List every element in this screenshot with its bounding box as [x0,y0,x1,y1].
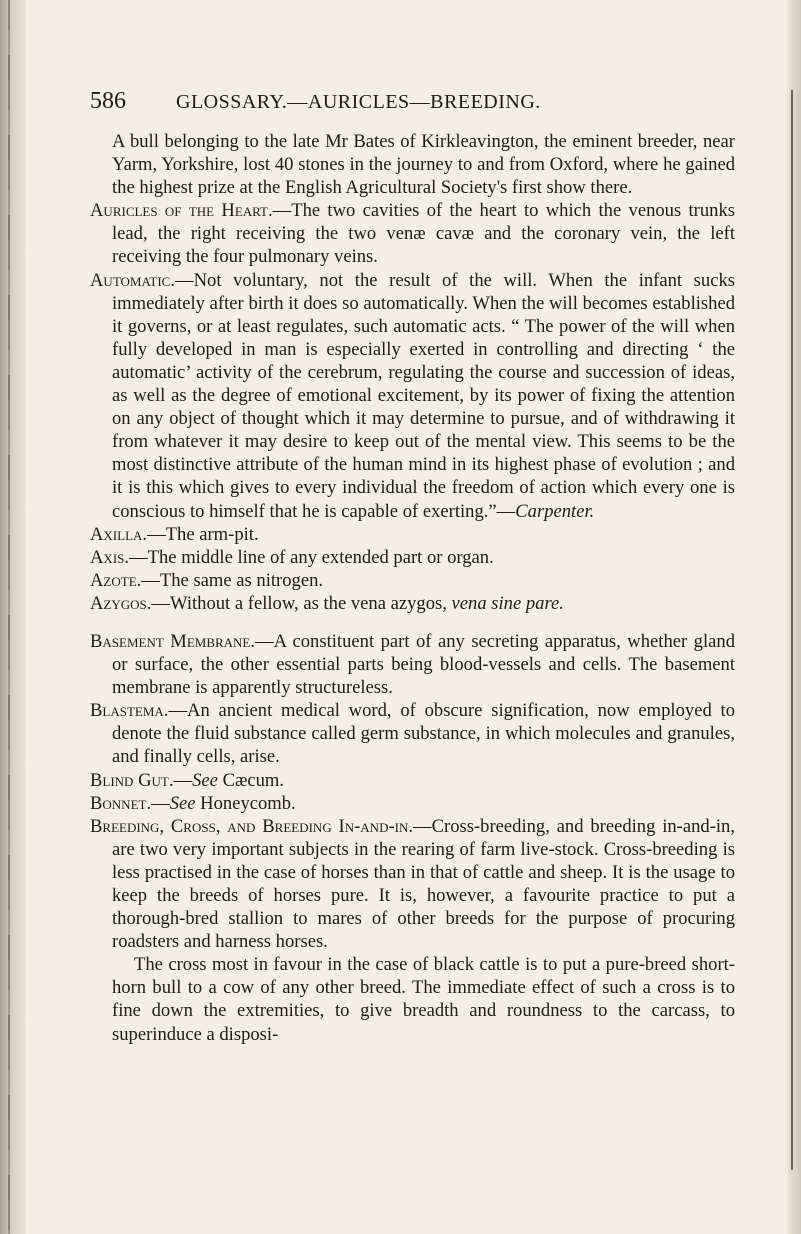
entry-bonnet: Bonnet.—See Honeycomb. [90,792,296,814]
entry-azote: Azote.—The same as nitrogen. [90,569,324,591]
book-binding-gutter [0,0,26,1234]
entry-continuation-bull: A bull belonging to the late Mr Bates of Kirkleavington, the eminent breeder, near Yarm, Yorkshire, lost 40 stones in the journey to and from Oxford, where he gained the highest prize at the English Agricultural Society's first show there. [112,131,735,199]
running-head-title: GLOSSARY.—AURICLES—BREEDING. [176,91,541,113]
entry-term: Axilla [90,523,143,545]
entry-blastema: Blastema.—An ancient medical word, of obscure signification, now employed to denote the fluid substance called germ substance, in which molecules and granules, and finally cells, arise. [90,700,735,768]
entry-term: Azygos [90,592,147,614]
latin-phrase: vena sine pare. [451,592,564,614]
entry-term: Bonnet [90,792,147,814]
entry-automatic: Automatic.—Not voluntary, not the result of the will. When the infant sucks immediately after birth it does so automatically. When the will becomes established it governs, or at least regulates, such automatic acts. “ The power of the will when fully developed in man is especially exerted in controlling and directing ‘ the automatic’ activity of the cerebrum, regulating the course and succession of ideas, as well as the degree of emotional excitement, by its power of fixing the attention on any object of thought which it may determine to pursue, and of withdrawing it from whatever it may desire to keep out of the mental view. This seems to be the most distinctive attribute of the human mind in its highest phase of evolution ; and it is this which gives to every individual the freedom of action which every one is conscious to himself that he is capable of exerting.”—Carpenter. [90,269,735,522]
entry-term: Blastema [90,700,164,722]
entry-breeding-continued: The cross most in favour in the case of black cattle is to put a pure-breed short-horn bull to a cow of any other breed. The immediate effect of such a cross is to fine down the extremities, to give breadth and roundness to the carcass, to superinduce a disposi- [112,954,735,1045]
glossary-body [90,130,735,1046]
entry-term: Azote [90,569,137,591]
citation-author: Carpenter. [515,500,595,522]
section-gap [90,615,735,630]
see-reference: See [169,792,196,814]
entry-term: Auricles of the Heart [90,200,268,222]
entry-azygos: Azygos.—Without a fellow, as the vena azygos, vena sine pare. [90,592,564,614]
page-number: 586 [90,88,126,114]
entry-axis: Axis.—The middle line of any extended part or organ. [90,546,494,568]
entry-blind-gut: Blind Gut.—See Cæcum. [90,769,285,791]
entry-axilla: Axilla.—The arm-pit. [90,523,259,545]
entry-term: Blind Gut [90,769,169,791]
entry-term: Breeding, Cross, and Breeding In-and-in [90,815,409,837]
entry-breeding: Breeding, Cross, and Breeding In-and-in.—Cross-breeding, and breeding in-and-in, are two very important subjects in the rearing of farm live-stock. Cross-breeding is less practised in the case of horses than in that of cattle and sheep. It is the usage to keep the breeds of horses pure. It is, however, a favourite practice to put a thorough-bred stallion to mares of other breeds for the purpose of procuring roadsters and harness horses. [90,815,736,953]
entry-term: Axis [90,546,125,568]
page-right-edge [787,0,801,1234]
entry-term: Automatic [90,269,171,291]
entry-basement-membrane: Basement Membrane.—A constituent part of any secreting apparatus, whether gland or surface, the other essential parts being blood-vessels and cells. The basement membrane is apparently structureless. [90,630,735,699]
book-page [90,88,735,1046]
entry-auricles: Auricles of the Heart.—The two cavities of the heart to which the venous trunks lead, the right receiving the two venæ cavæ and the coronary vein, the left receiving the four pulmonary veins. [90,200,735,268]
see-reference: See [192,769,218,791]
entry-term: Basement Membrane [90,630,251,652]
running-head [90,88,735,130]
